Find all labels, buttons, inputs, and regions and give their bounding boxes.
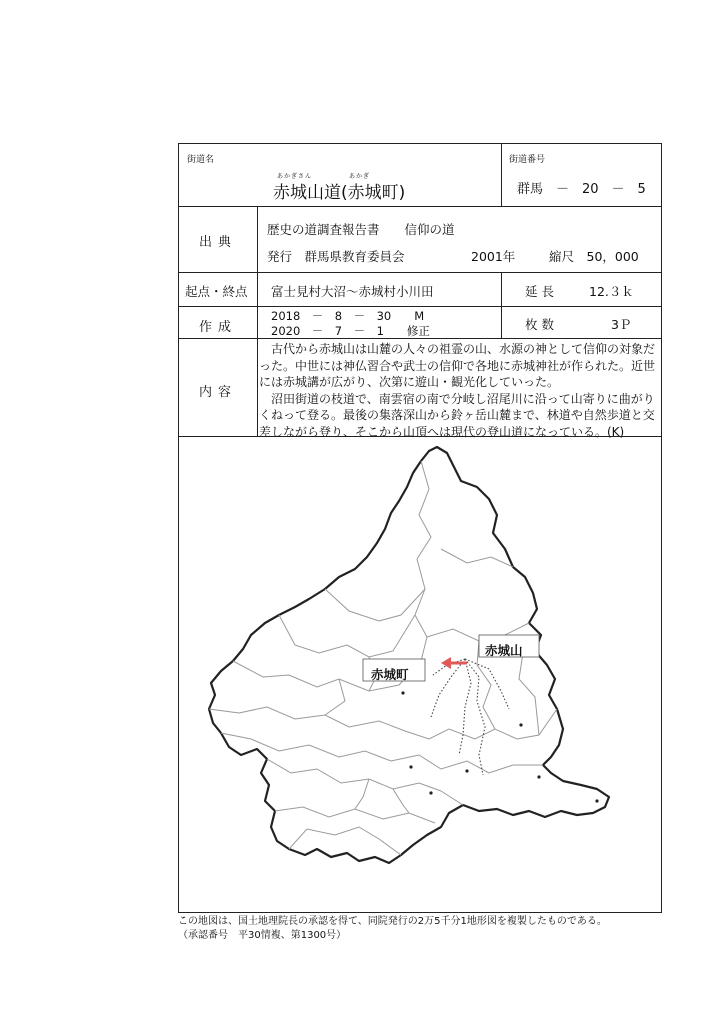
town-dot-6 [429, 791, 432, 794]
rule-v-header [501, 144, 502, 206]
boundary-19 [355, 779, 369, 809]
route-line-3 [465, 659, 485, 775]
route-line-1 [431, 659, 465, 717]
boundary-3 [279, 615, 415, 657]
title-ruby-akagisan: あかぎさん [277, 173, 313, 180]
source-publisher: 発行 群馬県教育委員会 [267, 249, 405, 264]
title-ruby-akagi: あかぎ [349, 173, 371, 180]
route-line-4 [465, 659, 509, 709]
content-paragraph-1: 古代から赤城山は山麓の人々の祖霊の山、水源の神として信仰の対象だった。中世には神仏習合や武士の信仰で各地に赤城神社が作られた。近世には赤城講が広がり、次第に遊山・観光化していった。 [259, 342, 656, 389]
boundary-7 [267, 759, 441, 791]
creation-date-1: 2018 － 8 － 30 M [271, 309, 425, 323]
length-label: 延長 [525, 284, 559, 299]
boundary-2 [325, 589, 425, 621]
boundary-14 [441, 791, 463, 805]
content-label: 内容 [198, 385, 237, 400]
prefecture-outline [209, 447, 609, 863]
route-label: 起点・終点 [185, 284, 248, 299]
road-number-label: 街道番号 [509, 155, 546, 165]
town-dot-7 [595, 799, 598, 802]
boundary-10 [441, 549, 513, 567]
content-text [259, 341, 659, 440]
rule-header [179, 206, 661, 207]
source-label: 出典 [198, 235, 237, 250]
road-title-paren: (赤城町) [341, 183, 406, 203]
length-value: 12.３ｋ [589, 284, 634, 299]
creation-label: 作成 [198, 320, 237, 335]
pages-label: 枚数 [525, 317, 559, 332]
road-title-main: 赤城山道 [273, 183, 341, 203]
town-dot-4 [465, 769, 468, 772]
town-dot-2 [409, 765, 412, 768]
boundary-9 [289, 827, 401, 855]
footer-line-1: この地図は、国土地理院長の承認を得て、同院発行の2万5千分1地形図を複製したものである。 [178, 916, 607, 927]
road-record-sheet [178, 143, 662, 913]
boundary-20 [393, 789, 409, 813]
boundary-1 [415, 461, 431, 661]
road-number: 群馬 － 20 － 5 [517, 182, 646, 197]
source-year: 2001年 [471, 249, 516, 264]
gunma-map [179, 439, 661, 911]
route-line-2 [459, 659, 471, 755]
rule-source [179, 272, 661, 273]
pages-value: 3Ｐ [611, 317, 632, 332]
route-value: 富士見村大沼～赤城村小川田 [271, 284, 434, 299]
town-dot-3 [519, 723, 522, 726]
footer-line-2: （承認番号 平30情複、第1300号） [178, 930, 347, 941]
boundary-8 [275, 807, 435, 823]
boundary-13 [419, 755, 543, 773]
boundary-5 [209, 707, 405, 731]
map-label-akagisan: 赤城山 [485, 643, 523, 658]
location-arrow [441, 657, 467, 669]
boundary-18 [325, 679, 345, 715]
map-label-akagimachi: 赤城町 [371, 667, 409, 682]
road-name-label: 街道名 [187, 155, 215, 165]
source-title: 歴史の道調査報告書 信仰の道 [267, 222, 455, 237]
map-copyright-note [178, 915, 607, 943]
road-title [273, 178, 405, 203]
town-dot-5 [537, 775, 540, 778]
rule-v-right [501, 272, 502, 338]
creation-date-2: 2020 － 7 － 1 修正 [271, 324, 430, 338]
rule-route [179, 306, 661, 307]
source-scale: 縮尺 50，000 [549, 249, 639, 264]
rule-v-labels [257, 206, 258, 436]
content-paragraph-2: 沼田街道の枝道で、南雲宿の南で分岐し沼尾川に沿って山寄りに曲がりくねって登る。最後の集落深山から鈴ヶ岳山麓まで、林道や自然歩道と交差しながら登り、そこから山頂へは現代の登山道になっている。(K) [259, 391, 655, 439]
boundary-6 [221, 733, 419, 761]
town-dot-1 [401, 691, 404, 694]
